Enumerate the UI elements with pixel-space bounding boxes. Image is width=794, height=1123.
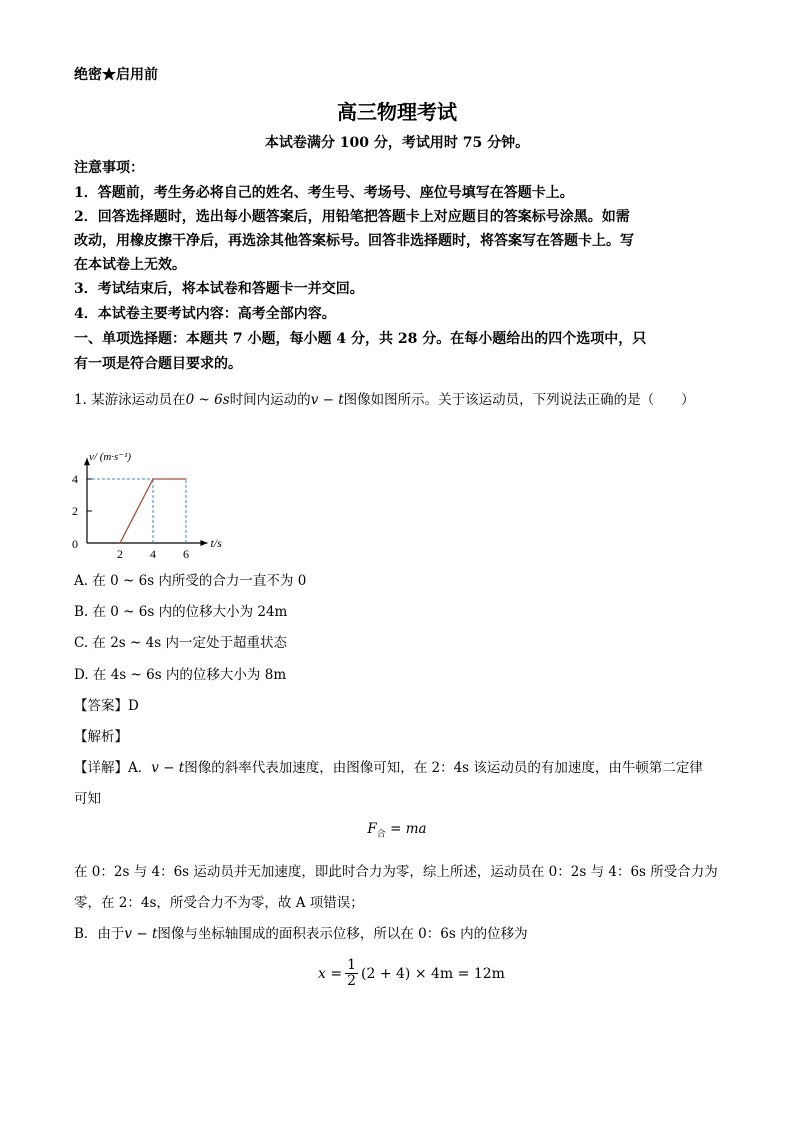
exam-subtitle: 本试卷满分 100 分，考试用时 75 分钟。 (264, 135, 530, 151)
detail-vt: v − t (151, 760, 185, 776)
data-point-0-0 (119, 542, 120, 543)
formula-force-subscript: 合 (376, 829, 386, 840)
data-point-0-1 (152, 478, 153, 479)
b-vt: v − t (124, 926, 158, 942)
x-tick-label-4: 4 (150, 547, 156, 558)
option-b: B. 在 0 ~ 6s 内的位移大小为 24m (74, 604, 288, 620)
detail-part-b: 图像的斜率代表加速度，由图像可知，在 2：4s 该运动员的有加速度，由牛顿第二定律 (184, 760, 703, 776)
notes-item-2-line-3: 在本试卷上无效。 (74, 257, 186, 273)
formula-fraction (345, 958, 358, 989)
fraction-denominator: 2 (347, 973, 356, 989)
option-c: C. 在 2s ~ 4s 内一定处于超重状态 (74, 635, 287, 651)
section-1-line-1: 一、单项选择题：本题共 7 小题，每小题 4 分，共 28 分。在每小题给出的四个选项中，只 (74, 331, 647, 347)
fraction-numerator: 1 (347, 957, 356, 973)
analysis-label: 【解析】 (74, 729, 128, 745)
detail-part-a: 【详解】A． (74, 760, 152, 776)
detail-line-2: 可知 (74, 791, 101, 807)
page-title: 高三物理考试 (337, 100, 457, 124)
x-tick-label-6: 6 (183, 547, 189, 558)
option-a: A. 在 0 ~ 6s 内所受的合力一直不为 0 (74, 573, 307, 589)
stem-part-a: 1. 某游泳运动员在 (74, 392, 186, 408)
b-part-a: B．由于 (74, 926, 125, 942)
notes-item-2-line-1: 2．回答选择题时，选出每小题答案后，用铅笔把答题卡上对应题目的答案标号涂黑。如需 (74, 209, 630, 225)
y-tick-label-4: 4 (72, 472, 78, 486)
formula-newton (0, 821, 794, 840)
notes-item-4: 4．本试卷主要考试内容：高考全部内容。 (74, 306, 336, 322)
detail-line-1 (74, 756, 703, 776)
paragraph-2-line-2: 零，在 2：4s，所受合力不为零，故 A 项错误； (74, 895, 364, 911)
section-1-line-2: 有一项是符合题目要求的。 (74, 356, 242, 372)
y-tick-label-2: 2 (72, 504, 78, 518)
stem-vt: v − t (310, 392, 344, 408)
question-1-stem (74, 388, 695, 408)
stem-range: 0 ~ 6s (185, 392, 230, 408)
formula-product: (2 + 4) × 4m = 12m (361, 965, 505, 982)
formula-rest: = ma (385, 821, 427, 837)
answer-label: 【答案】D (74, 698, 139, 714)
option-d: D. 在 4s ~ 6s 内的位移大小为 8m (74, 667, 287, 683)
notes-item-1: 1．答题前，考生务必将自己的姓名、考生号、考场号、座位号填写在答题卡上。 (74, 185, 574, 201)
x-axis-label: t/s (210, 536, 222, 550)
notes-item-2-line-2: 改动，用橡皮擦干净后，再选涂其他答案标号。回答非选择题时，将答案写在答题卡上。写 (74, 233, 634, 249)
data-point-0-2 (185, 478, 186, 479)
y-axis-label: v/ (m·s⁻¹) (89, 451, 132, 464)
paragraph-2-line-1: 在 0：2s 与 4：6s 运动员并无加速度，即此时合力为零，综上所述，运动员在 0：2s 与 4：6s 所受合力为 (74, 864, 718, 880)
origin-label: 0 (72, 537, 78, 551)
notes-item-3: 3．考试结束后，将本试卷和答题卡一并交回。 (74, 281, 364, 297)
stem-part-c: 图像如图所示。关于该运动员，下列说法正确的是（ ） (343, 392, 695, 408)
formula-x: x = (318, 965, 343, 982)
secret-label: 绝密★启用前 (74, 67, 158, 83)
x-axis-arrow (200, 540, 207, 546)
stem-part-b: 时间内运动的 (229, 392, 311, 408)
x-tick-label-2: 2 (117, 547, 123, 558)
notes-heading: 注意事项： (74, 160, 144, 176)
b-part-b: 图像与坐标轴围成的面积表示位移，所以在 0：6s 内的位移为 (157, 926, 528, 942)
vt-chart (60, 418, 260, 558)
formula-force-symbol: F (367, 821, 377, 837)
formula-displacement (318, 958, 505, 989)
option-b-analysis (74, 922, 528, 942)
